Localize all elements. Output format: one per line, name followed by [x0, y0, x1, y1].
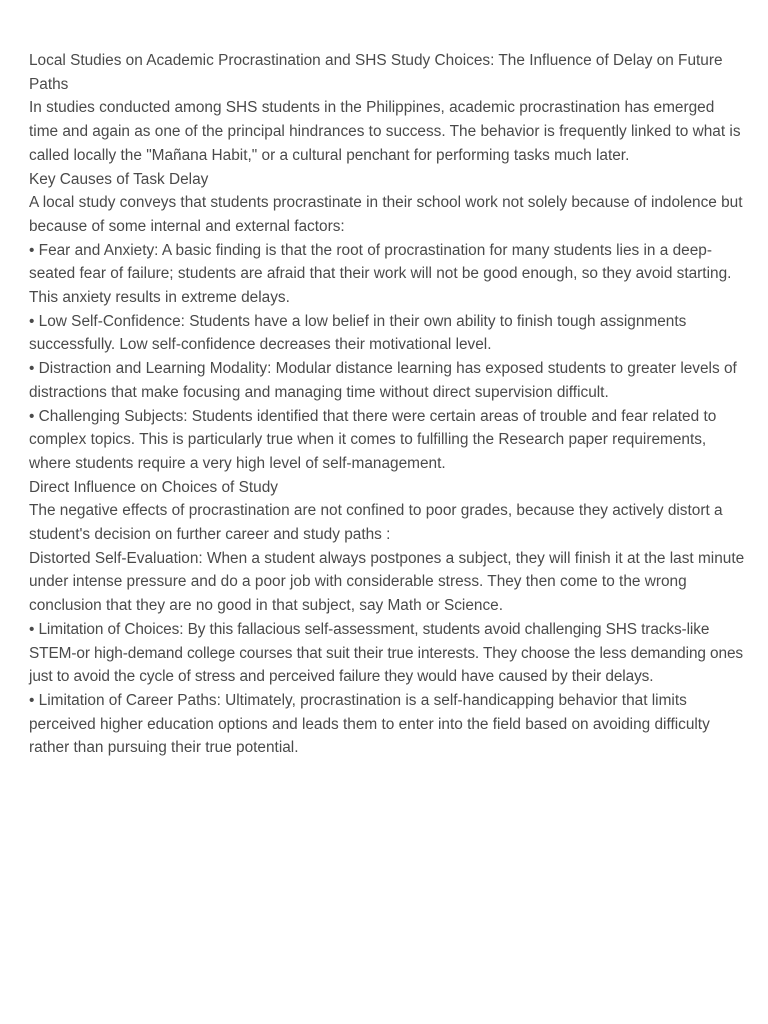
item-distorted-self-evaluation: Distorted Self-Evaluation: When a student always postpones a subject, they will finish it at the last minute under intense pressure and do a poor job with considerable stress. They then come to the wrong conclusion that they are no good in that subject, say Math or Science.: [29, 549, 745, 615]
bullet-fear-anxiety: • Fear and Anxiety: A basic finding is that the root of procrastination for many students lies in a deep-seated fear of failure; students are afraid that their work will not be good enough, so they avoid starting. This anxiety results in extreme delays.: [29, 241, 732, 307]
section-heading-key-causes: Key Causes of Task Delay: [29, 170, 209, 188]
section-intro-key-causes: A local study conveys that students procrastinate in their school work not solely because of indolence but because of some internal and external factors:: [29, 194, 743, 235]
document-title: Local Studies on Academic Procrastination and SHS Study Choices: The Influence of Delay on Future Paths: [29, 52, 723, 93]
bullet-distraction: • Distraction and Learning Modality: Modular distance learning has exposed students to greater levels of distractions that make focusing and managing time without direct supervision difficult.: [29, 360, 737, 401]
bullet-low-self-confidence: • Low Self-Confidence: Students have a low belief in their own ability to finish tough assignments successfully. Low self-confidence decreases their motivational level.: [29, 312, 687, 354]
bullet-limitation-of-career-paths: • Limitation of Career Paths: Ultimately, procrastination is a self-handicapping behavior that limits perceived higher education options and leads them to enter into the field based on avoiding difficulty rather than pursuing their true potential.: [29, 691, 710, 757]
section-intro-direct-influence: The negative effects of procrastination are not confined to poor grades, because they actively distort a student's decision on further career and study paths :: [29, 502, 723, 544]
document-body: [29, 49, 745, 760]
section-heading-direct-influence: Direct Influence on Choices of Study: [29, 478, 278, 496]
intro-paragraph: In studies conducted among SHS students in the Philippines, academic procrastination has emerged time and again as one of the principal hindrances to success. The behavior is frequently linked to what is called locally the "Mañana Habit," or a cultural penchant for performing tasks much later.: [29, 99, 741, 164]
bullet-challenging-subjects: • Challenging Subjects: Students identified that there were certain areas of trouble and fear related to complex topics. This is particularly true when it comes to fulfilling the Research paper requirements, where students require a very high level of self-management.: [29, 407, 717, 472]
bullet-limitation-of-choices: • Limitation of Choices: By this fallacious self-assessment, students avoid challenging SHS tracks-like STEM-or high-demand college courses that suit their true interests. They choose the less demanding ones just to avoid the cycle of stress and perceived failure they would have caused by their delays.: [29, 620, 744, 686]
